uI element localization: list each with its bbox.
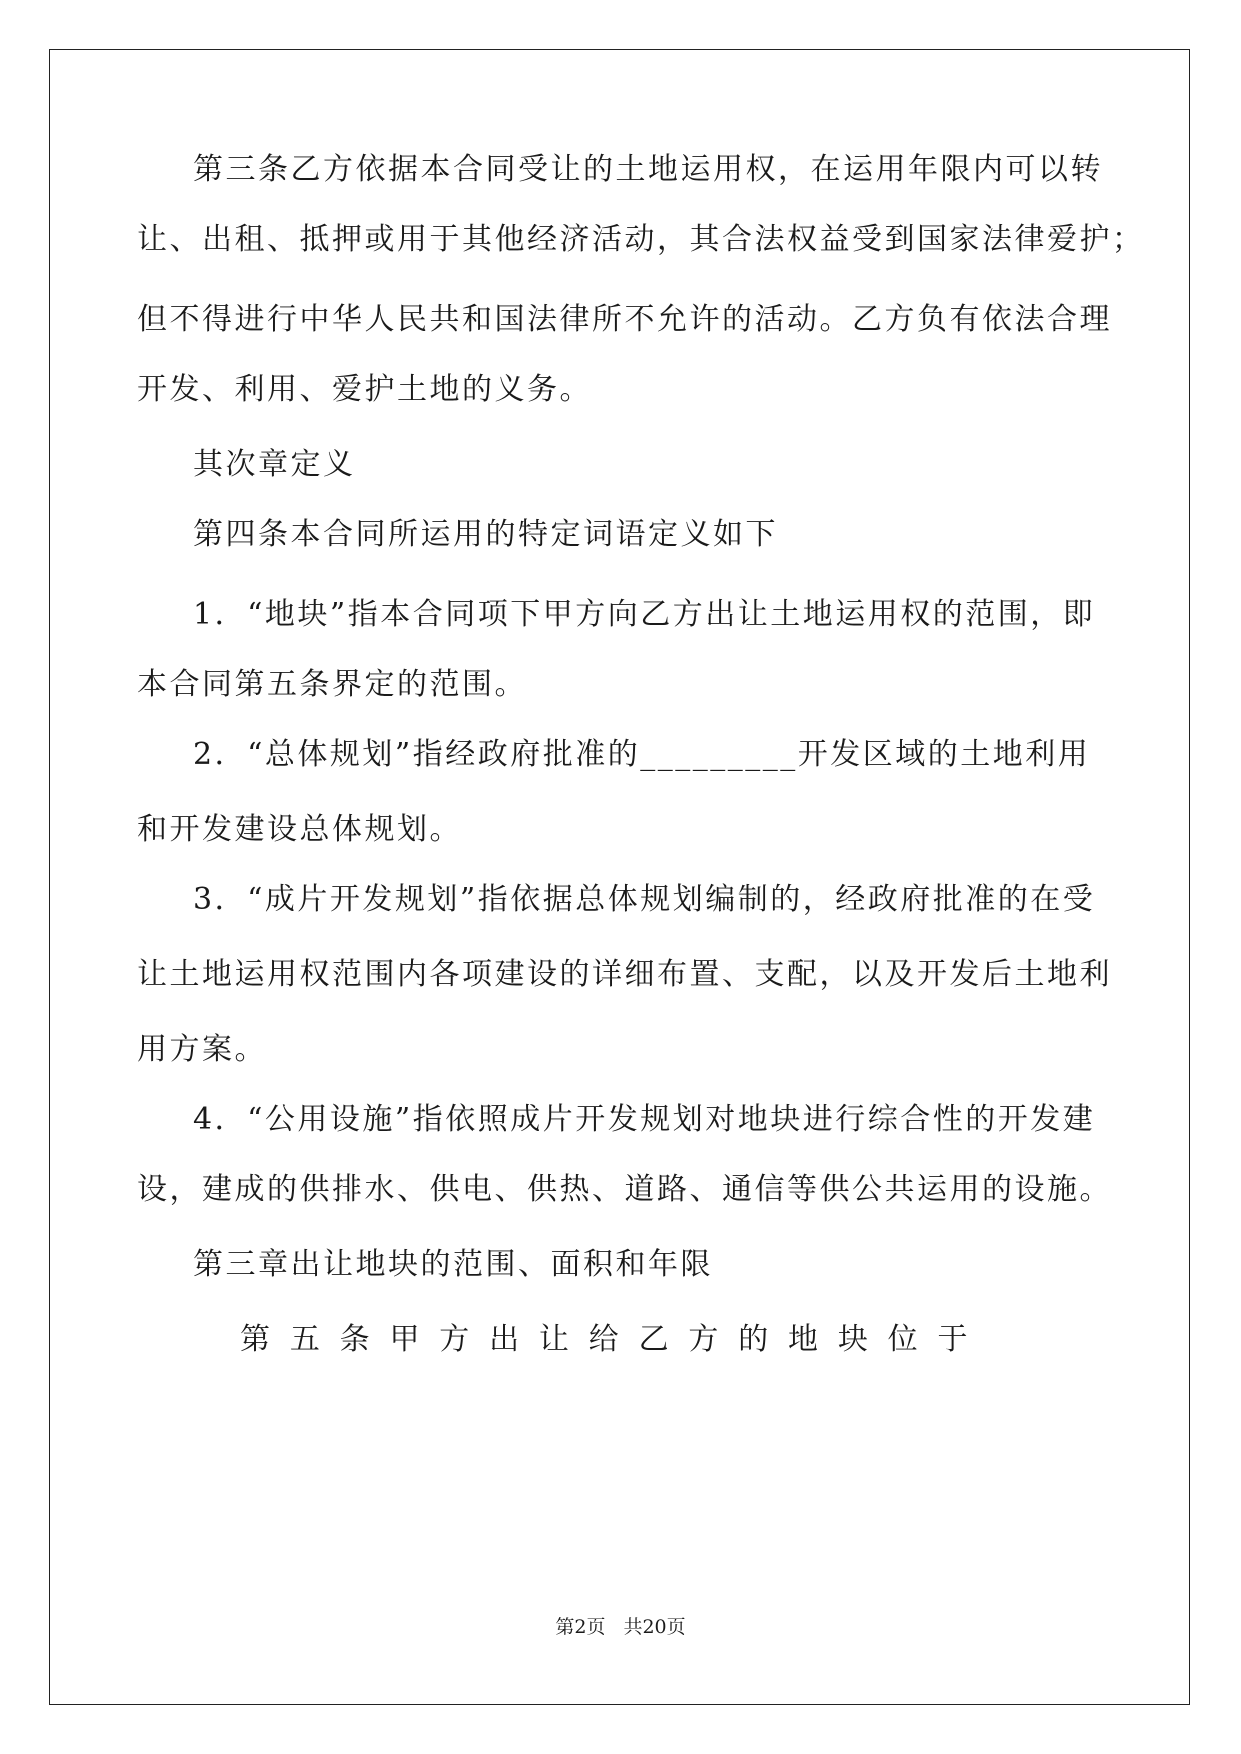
paragraph-line: 第三条乙方依据本合同受让的土地运用权，在运用年限内可以转 [193,152,1103,187]
paragraph-line: 3．“成片开发规划”指依据总体规划编制的，经政府批准的在受 [193,882,1096,917]
paragraph-line: 本合同第五条界定的范围。 [137,667,527,702]
paragraph-line: 第四条本合同所运用的特定词语定义如下 [193,517,778,552]
paragraph-line: 2．“总体规划”指经政府批准的_________开发区域的土地利用 [193,737,1091,772]
paragraph-line: 和开发建设总体规划。 [137,812,462,847]
chapter-heading: 其次章定义 [193,447,356,482]
paragraph-line: 第五条甲方出让给乙方的地块位于 [240,1322,970,1357]
paragraph-line: 4．“公用设施”指依照成片开发规划对地块进行综合性的开发建 [193,1102,1096,1137]
paragraph-line: 让、出租、抵押或用于其他经济活动，其合法权益受到国家法律爱护； [137,222,1145,257]
page-border [49,49,1190,1705]
paragraph-line: 但不得进行中华人民共和国法律所不允许的活动。乙方负有依法合理 [137,302,1112,337]
chapter-heading: 第三章出让地块的范围、面积和年限 [193,1247,713,1282]
page-number: 第2页 [555,1616,606,1638]
paragraph-line: 1．“地块”指本合同项下甲方向乙方出让土地运用权的范围，即 [193,597,1096,632]
paragraph-line: 用方案。 [137,1032,267,1067]
paragraph-line: 开发、利用、爱护土地的义务。 [137,372,592,407]
paragraph-line: 让土地运用权范围内各项建设的详细布置、支配，以及开发后土地利 [137,957,1112,992]
paragraph-line: 设，建成的供排水、供电、供热、道路、通信等供公共运用的设施。 [137,1172,1112,1207]
page-total: 共20页 [623,1616,686,1638]
page-footer [0,1615,1241,1639]
